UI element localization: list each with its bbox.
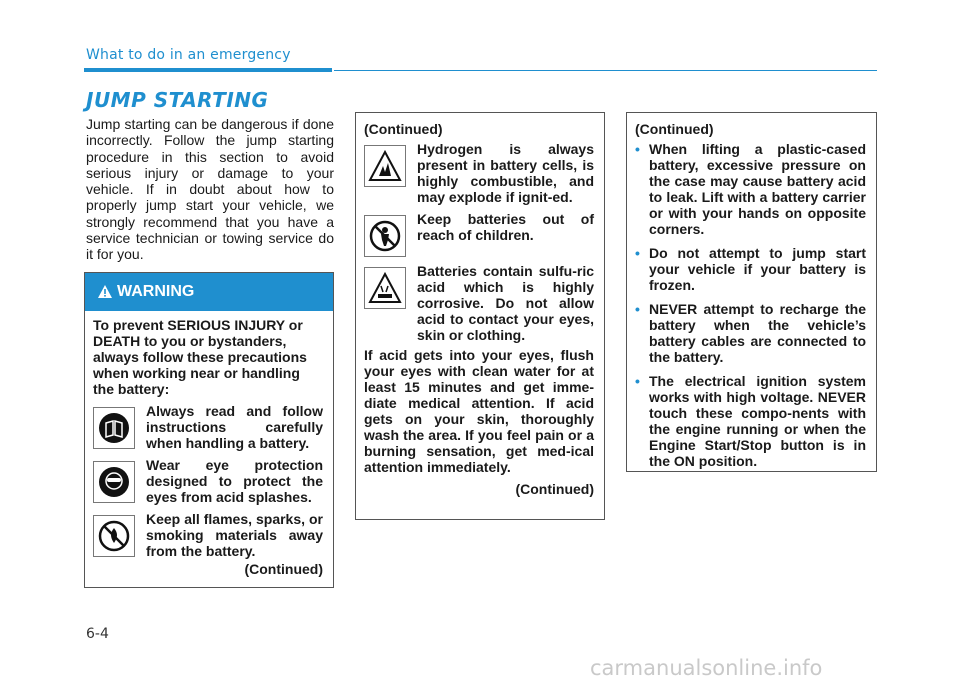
hazard-item-text: Hydrogen is always present in battery cells, is highly combustible, and may explode if ignit-ed.: [417, 141, 594, 205]
warning-item-text: Keep all flames, sparks, or smoking materials away from the battery.: [146, 511, 323, 559]
acid-icon: [364, 267, 406, 309]
hazard-item-text: Batteries contain sulfu-ric acid which is highly corrosive. Do not allow acid to contact your eyes, skin or clothing.: [417, 263, 594, 343]
hazard-item: [364, 141, 594, 205]
list-item-text: When lifting a plastic-cased battery, excessive pressure on the case may cause battery acid to leak. Lift with a battery carrier or with your hands on opposite corners.: [649, 141, 866, 237]
list-item: [635, 373, 866, 469]
page-number: 6-4: [86, 626, 109, 642]
bullet-icon: •: [635, 373, 640, 389]
list-item-text: NEVER attempt to recharge the battery when the vehicle’s battery cables are connected to the battery.: [649, 301, 866, 365]
explosion-icon: [364, 145, 406, 187]
continued-label: (Continued): [364, 121, 443, 137]
section-header: What to do in an emergency: [86, 47, 291, 63]
battery-precautions-box: [626, 112, 877, 472]
warning-label: WARNING: [117, 283, 195, 300]
warning-header: [85, 273, 333, 311]
bullet-icon: •: [635, 301, 640, 317]
intro-paragraph: Jump starting can be dangerous if done incorrectly. Follow the jump starting procedure in this section to avoid serious injury or damage to your vehicle. If in doubt about how to properly jump start your vehicle, we strongly recommend that you have a service technician or towing service do it for you.: [86, 116, 334, 263]
no-flame-icon: [93, 515, 135, 557]
warning-item-text: Always read and follow instructions carefully when handling a battery.: [146, 403, 323, 451]
continued-label: (Continued): [515, 481, 594, 497]
watermark: carmanualsonline.info: [590, 656, 823, 680]
battery-hazard-box: [355, 112, 605, 520]
header-bar: [84, 68, 332, 72]
header-rule: [334, 70, 877, 71]
hazard-item: [364, 263, 594, 343]
bullet-icon: •: [635, 141, 640, 157]
warning-lead: To prevent SERIOUS INJURY or DEATH to you or bystanders, always follow these precautions when working near or handling the battery:: [93, 317, 307, 397]
list-item: [635, 141, 866, 237]
page-title: JUMP STARTING: [86, 88, 269, 112]
warning-item-text: Wear eye protection designed to protect the eyes from acid splashes.: [146, 457, 323, 505]
eye-protection-icon: [93, 461, 135, 503]
hazard-item: [364, 211, 594, 257]
list-item: [635, 245, 866, 293]
list-item: [635, 301, 866, 365]
acid-first-aid-paragraph: If acid gets into your eyes, flush your eyes with clean water for at least 15 minutes and get imme-diate medical attention. If acid gets on your skin, thoroughly wash the area. If you feel pain or a burning sensation, get med-ical attention immediately.: [364, 347, 594, 475]
list-item-text: Do not attempt to jump start your vehicle if your battery is frozen.: [649, 245, 866, 293]
bullet-icon: •: [635, 245, 640, 261]
precaution-list: [635, 141, 866, 469]
warning-item: [93, 511, 323, 559]
warning-triangle-icon: [97, 284, 113, 299]
warning-item: [93, 403, 323, 451]
continued-label: (Continued): [635, 121, 714, 137]
hazard-item-text: Keep batteries out of reach of children.: [417, 211, 594, 243]
continued-label: (Continued): [244, 561, 323, 577]
list-item-text: The electrical ignition system works with high voltage. NEVER touch these compo-nents with the engine running or when the Engine Start/Stop button is in the ON position.: [649, 373, 866, 469]
warning-item: [93, 457, 323, 505]
manual-icon: [93, 407, 135, 449]
no-children-icon: [364, 215, 406, 257]
warning-box: [84, 272, 334, 588]
